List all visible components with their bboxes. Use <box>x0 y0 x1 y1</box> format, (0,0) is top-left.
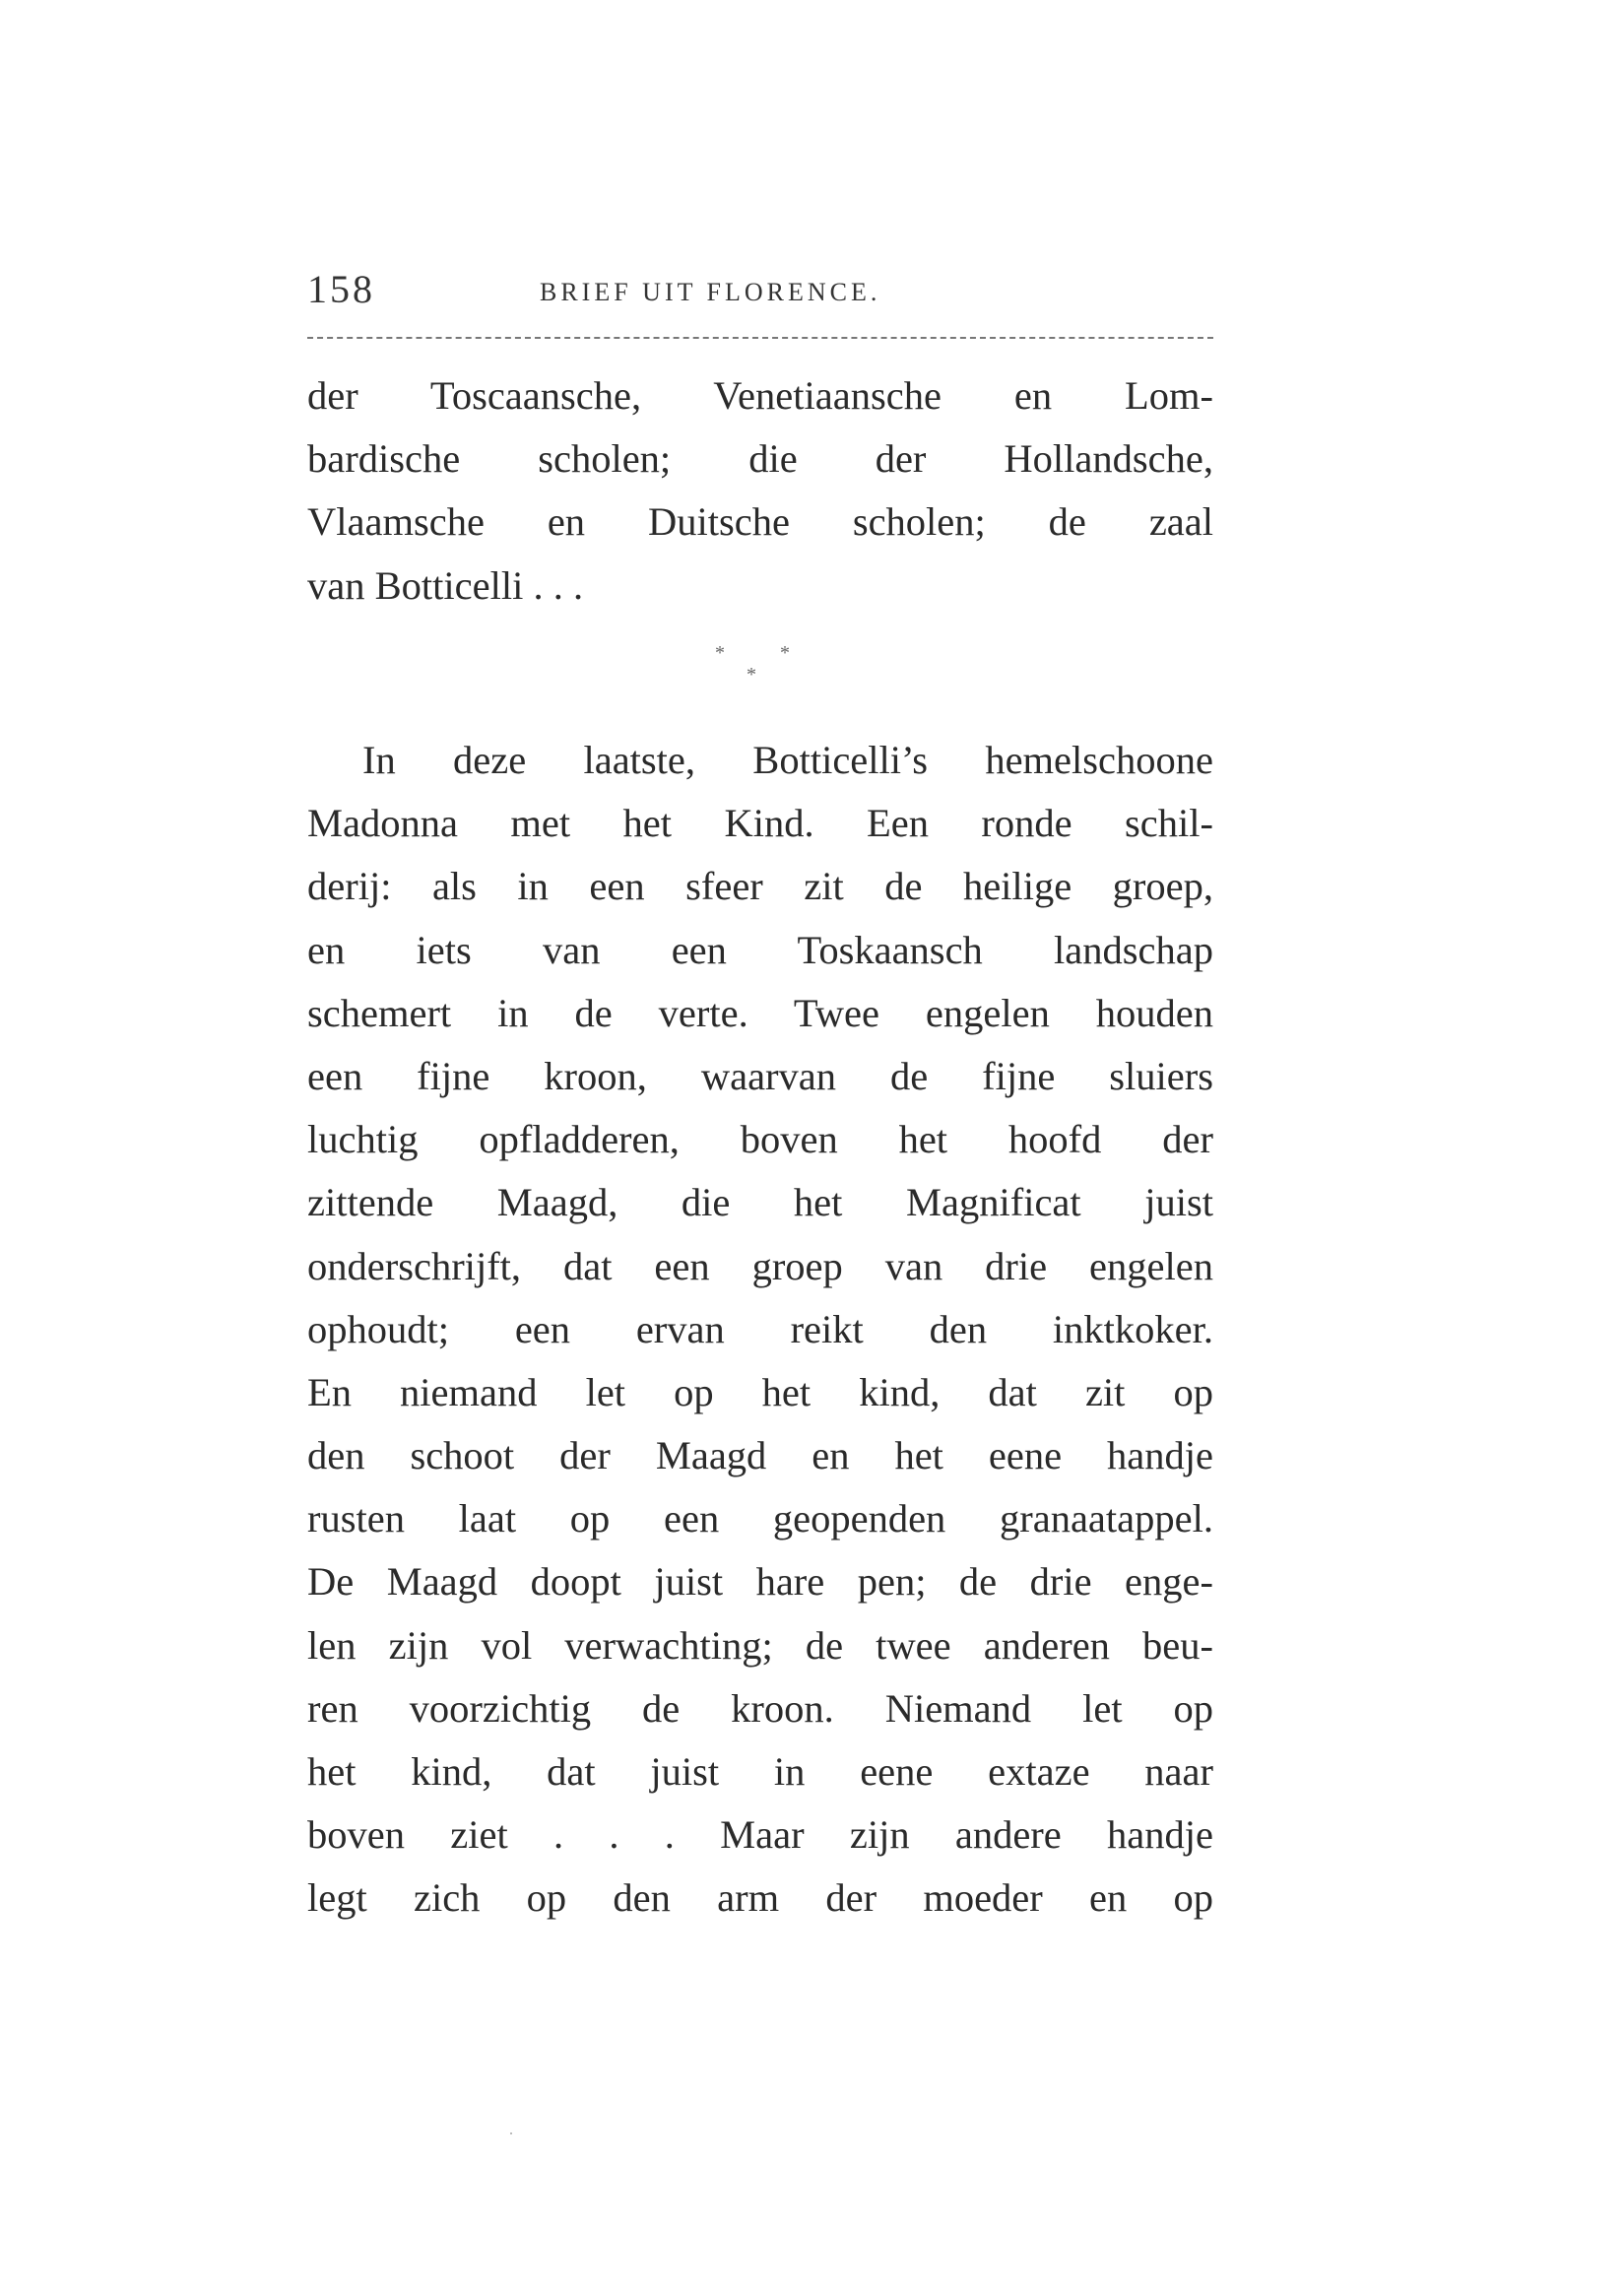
asterisk-icon: * <box>715 642 725 664</box>
main-paragraph <box>307 729 1213 1931</box>
text-line: der Toscaansche, Venetiaansche en Lom- <box>307 373 1213 418</box>
text-line: De Maagd doopt juist hare pen; de drie enge- <box>307 1559 1213 1605</box>
text-line: len zijn vol verwachting; de twee anderen beu- <box>307 1622 1213 1668</box>
text-line: ophoudt; een ervan reikt den inktkoker. <box>307 1306 1213 1351</box>
continuation-paragraph <box>307 364 1213 618</box>
text-line: zittende Maagd, die het Magnificat juist <box>307 1180 1213 1225</box>
asterisk-icon: * <box>747 664 756 686</box>
running-title: BRIEF UIT FLORENCE. <box>540 278 881 306</box>
text-line: legt zich op den arm der moeder en op <box>307 1875 1213 1921</box>
text-line: onderschrijft, dat een groep van drie engelen <box>307 1243 1213 1288</box>
text-line: En niemand let op het kind, dat zit op <box>307 1369 1213 1414</box>
text-line: derij: als in een sfeer zit de heilige groep, <box>307 864 1213 909</box>
text-line: luchtig opfladderen, boven het hoofd der <box>307 1117 1213 1162</box>
paper-speck <box>510 2132 512 2134</box>
text-line: van Botticelli . . . <box>307 562 584 608</box>
text-line: Madonna met het Kind. Een ronde schil- <box>307 801 1213 846</box>
header-rule <box>307 337 1213 339</box>
page-header <box>307 266 1213 325</box>
text-line: bardische scholen; die der Hollandsche, <box>307 436 1213 482</box>
text-line: den schoot der Maagd en het eene handje <box>307 1433 1213 1478</box>
text-line: en iets van een Toskaansch landschap <box>307 927 1213 972</box>
text-line: Vlaamsche en Duitsche scholen; de zaal <box>307 499 1213 545</box>
text-line: het kind, dat juist in eene extaze naar <box>307 1749 1213 1794</box>
page-number: 158 <box>307 267 375 311</box>
text-line: schemert in de verte. Twee engelen houden <box>307 990 1213 1035</box>
asterism-separator <box>701 642 819 691</box>
asterisk-icon: * <box>780 642 790 664</box>
text-line: ren voorzichtig de kroon. Niemand let op <box>307 1685 1213 1731</box>
text-line: rusten laat op een geopenden granaatappel. <box>307 1496 1213 1541</box>
text-line: In deze laatste, Botticelli’s hemelschoone <box>362 738 1213 782</box>
text-line: boven ziet . . . Maar zijn andere handje <box>307 1812 1213 1858</box>
text-line: een fijne kroon, waarvan de fijne sluiers <box>307 1053 1213 1098</box>
